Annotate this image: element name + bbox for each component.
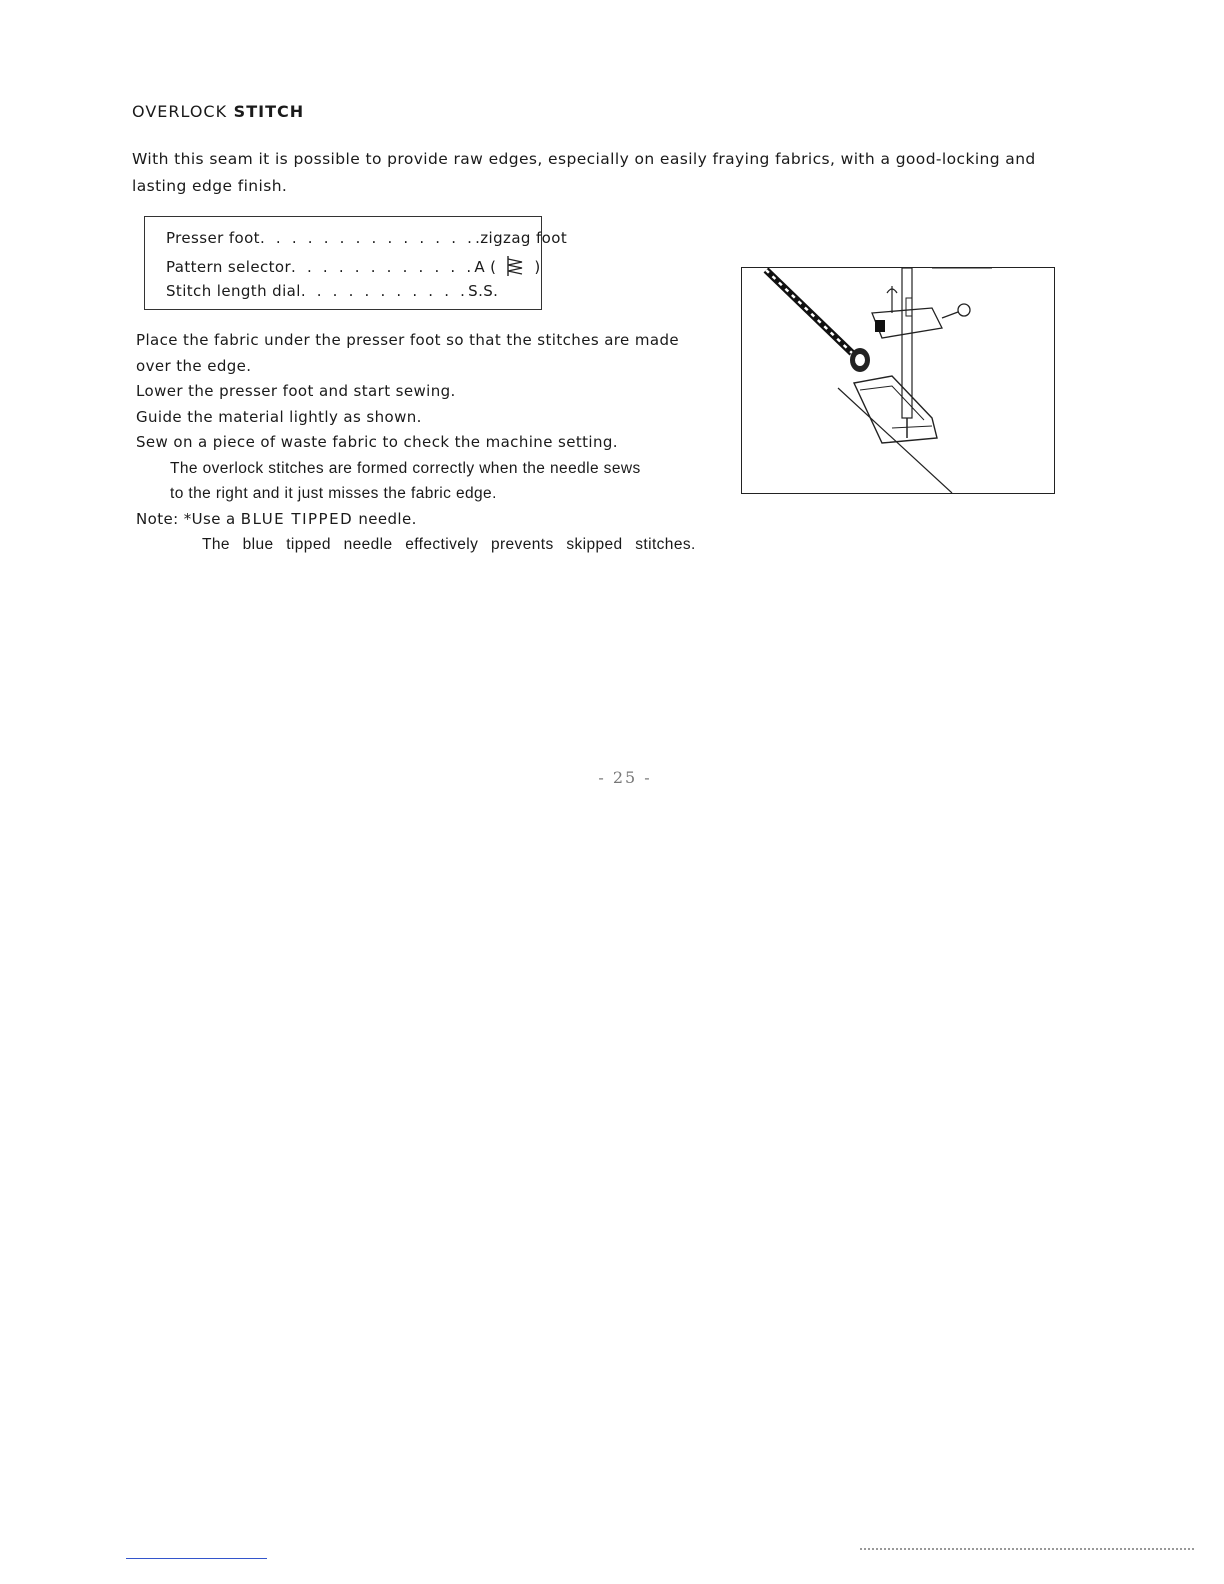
setting-leader-dots: . . . . . . . . . . . (300, 282, 469, 300)
note-prefix: Note: *Use a (136, 509, 236, 528)
setting-value: .zigzag foot (475, 229, 568, 247)
setting-label: Pattern selector (166, 258, 292, 276)
footer-rule-left (126, 1558, 267, 1559)
footer-rule-right (860, 1548, 1194, 1550)
instruction-line: over the edge. (136, 356, 252, 375)
setting-leader-dots: . . . . . . . . . . . . . . (259, 229, 476, 247)
setting-stitch-length (166, 282, 498, 300)
section-title-part1: OVERLOCK (132, 102, 228, 121)
page-number: - 25 - (598, 768, 652, 787)
setting-label: Presser foot (166, 229, 260, 247)
instruction-line: Sew on a piece of waste fabric to check the machine setting. (136, 433, 618, 451)
machine-settings-box (144, 216, 568, 310)
setting-leader-dots: . . . . . . . . . . . . (291, 258, 475, 276)
setting-value: A ( (474, 258, 497, 276)
note-line (136, 507, 736, 533)
section-title-part2: STITCH (233, 102, 305, 121)
instruction-line: The overlock stitches are formed correctly when the needle sews (170, 459, 641, 477)
instruction-line: The blue tipped needle effectively prevents skipped stitches. (202, 536, 696, 553)
overlock-stitch-illustration (741, 267, 1055, 494)
note-emphasis: BLUE TIPPED (240, 509, 354, 528)
instruction-line: Place the fabric under the presser foot so that the stitches are made (136, 331, 679, 349)
instruction-line: Guide the material lightly as shown. (136, 407, 422, 426)
setting-pattern-selector (166, 256, 541, 280)
instruction-line: Lower the presser foot and start sewing. (136, 382, 456, 400)
instructions (136, 328, 736, 558)
note-suffix: needle. (358, 509, 417, 528)
setting-value: S.S. (468, 282, 499, 300)
presser-foot-drawing (742, 268, 1054, 493)
section-title (132, 102, 304, 121)
intro-paragraph: With this seam it is possible to provide raw edges, especially on easily fraying fabrics, with a good-locking and lasting edge finish. (132, 150, 1036, 195)
setting-presser-foot (166, 229, 567, 247)
overlock-pattern-icon (506, 256, 524, 280)
instruction-line: to the right and it just misses the fabric edge. (170, 485, 497, 502)
setting-label: Stitch length dial (166, 282, 301, 300)
setting-value-suffix: ) (534, 258, 541, 276)
